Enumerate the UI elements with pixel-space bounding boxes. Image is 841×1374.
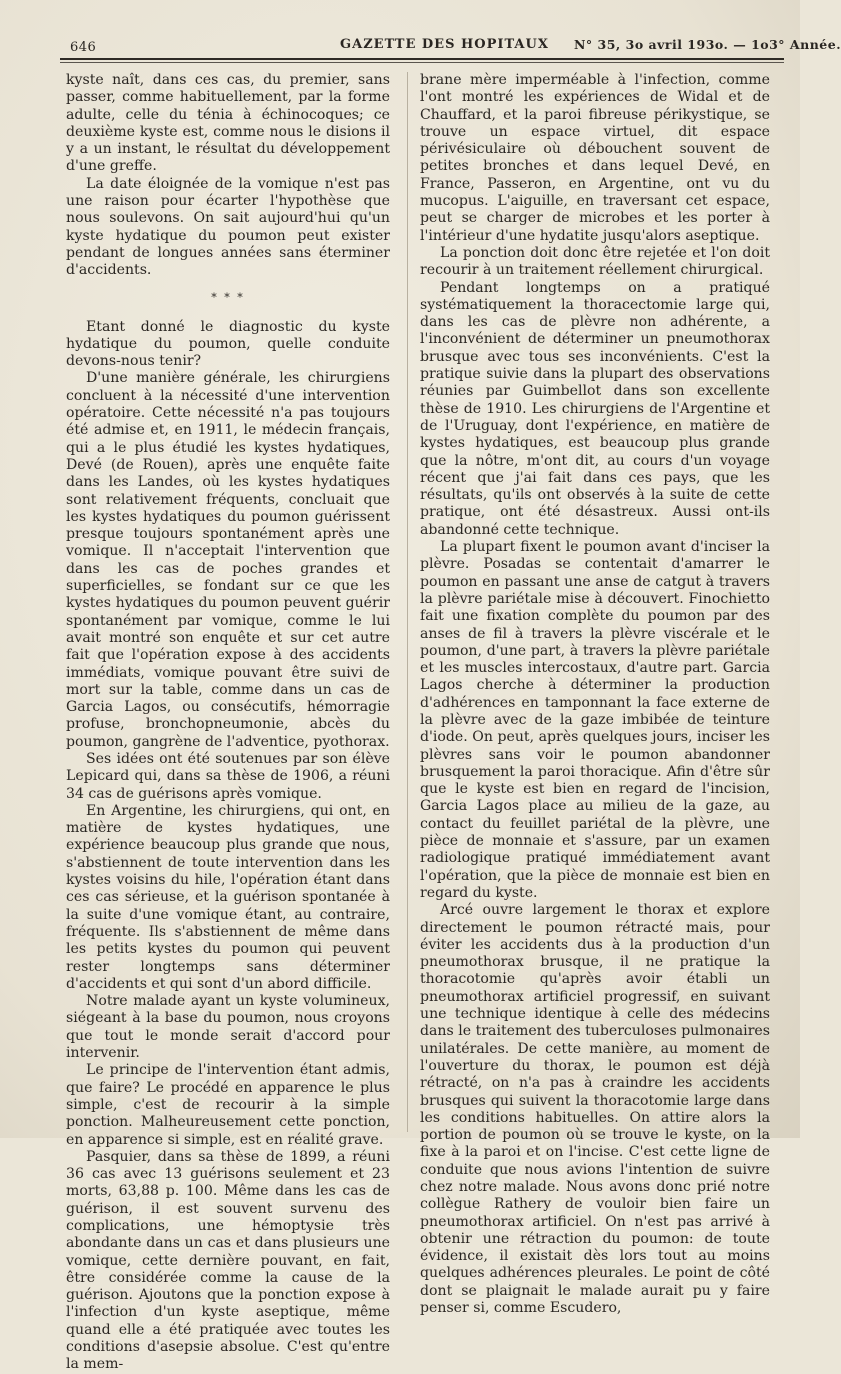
paragraph: kyste naît, dans ces cas, du premier, sans passer, comme habituellement, par la forme adulte, celle du ténia à échinocoques; ce deuxième kyste est, comme nous le disions il y a un instant, le résultat du développement d'une greffe.	[66, 72, 390, 175]
paragraph: Notre malade ayant un kyste volumineux, siégeant à la base du poumon, nous croyons que tout le monde serait d'accord pour intervenir.	[66, 993, 390, 1062]
header-rule-thin	[60, 62, 784, 63]
page-header	[62, 34, 841, 56]
paragraph: Etant donné le diagnostic du kyste hydatique du poumon, quelle conduite devons-nous tenir?	[66, 318, 390, 370]
paragraph: Arcé ouvre largement le thorax et explore directement le poumon rétracté mais, pour éviter les accidents dus à la production d'un pneumothorax brusque, il ne pratique la thoracotomie qu'après avoir établi un pneumothorax artificiel progressif, en suivant une technique identique à celle des médecins dans le traitement des tuberculoses pulmonaires unilatérales. De cette manière, au moment de l'ouverture du thorax, le poumon est déjà rétracté, on n'a pas à craindre les accidents brusques qui suivent la thoracotomie large dans les conditions habituelles. On attire alors la portion de poumon où se trouve le kyste, on la fixe à la paroi et on l'incise. C'est cette ligne de conduite que nous avions l'intention de suivre chez notre malade. Nous avons donc prié notre collègue Rathery de vouloir bien faire un pneumothorax artificiel. On n'est pas arrivé à obtenir une rétraction du poumon: de toute évidence, il existait dès lors tout au moins quelques adhérences pleurales. Le point de côté dont se plaignait le malade aurait pu y faire penser si, comme Escudero,	[420, 902, 770, 1317]
journal-title: GAZETTE DES HOPITAUX	[340, 37, 549, 52]
column-divider	[407, 72, 408, 1132]
paragraph: D'une manière générale, les chirurgiens concluent à la nécessité d'une intervention opératoire. Cette nécessité n'a pas toujours été admise et, en 1911, le médecin français, qui a le plus étudié les kystes hydatiques, Devé (de Rouen), après une enquête faite dans les Landes, où les kystes hydatiques sont relativement fréquents, concluait que les kystes hydatiques du poumon guérissent presque toujours spontanément après une vomique. Il n'acceptait l'intervention que dans les cas de poches grandes et superficielles, se fondant sur ce que les kystes hydatiques du poumon peuvent guérir spontanément par vomique, comme le lui avait montré son enquête et sur cet autre fait que l'opération expose à des accidents immédiats, vomique pouvant être suivi de mort sur la table, comme dans un cas de Garcia Lagos, ou consécutifs, hémorragie profuse, bronchopneumonie, abcès du poumon, gangrène de l'adventice, pyothorax.	[66, 370, 390, 750]
page-number: 646	[70, 40, 97, 55]
paragraph: Pendant longtemps on a pratiqué systématiquement la thoracectomie large qui, dans les cas de plèvre non adhérente, a l'inconvénient de déterminer un pneumothorax brusque avec tous ses inconvénients. C'est la pratique suivie dans la plupart des observations réunies par Guimbellot dans son excellente thèse de 1910. Les chirurgiens de l'Argentine et de l'Uruguay, dont l'expérience, en matière de kystes hydatiques, est beaucoup plus grande que la nôtre, m'ont dit, au cours d'un voyage récent que j'ai fait dans ces pays, que les résultats, qu'ils ont observés à la suite de cette pratique, ont été désastreux. Aussi ont-ils abandonné cette technique.	[420, 279, 770, 538]
paragraph: Le principe de l'intervention étant admis, que faire? Le procédé en apparence le plus simple, c'est de recourir à la simple ponction. Malheureusement cette ponction, en apparence si simple, est en réalité grave.	[66, 1062, 390, 1148]
left-column	[66, 72, 390, 1373]
paragraph: Pasquier, dans sa thèse de 1899, a réuni 36 cas avec 13 guérisons seulement et 23 morts, 63,88 p. 100. Même dans les cas de guérison, il est souvent survenu des complications, une hémoptysie très abondante dans un cas et dans plusieurs une vomique, cette dernière pouvant, en fait, être considérée comme la cause de la guérison. Ajoutons que la ponction expose à l'infection d'un kyste aseptique, même quand elle a été pratiquée avec toutes les conditions d'asepsie absolue. C'est qu'entre la mem-	[66, 1148, 390, 1373]
issue-info: N° 35, 3o avril 193o. — 1o3° Année.	[574, 37, 841, 52]
paragraph: brane mère imperméable à l'infection, comme l'ont montré les expériences de Widal et de Chauffard, et la paroi fibreuse périkystique, se trouve un espace virtuel, dit espace périvésiculaire où débouchent souvent de petites bronches et dans lequel Devé, en France, Passeron, en Argentine, ont vu du mucopus. L'aiguille, en traversant cet espace, peut se charger de microbes et les porter à l'intérieur d'une hydatite jusqu'alors aseptique.	[420, 72, 770, 244]
paragraph: La ponction doit donc être rejetée et l'on doit recourir à un traitement réellement chirurgical.	[420, 244, 770, 279]
paragraph: Ses idées ont été soutenues par son élève Lepicard qui, dans sa thèse de 1906, a réuni 34 cas de guérisons après vomique.	[66, 750, 390, 802]
section-separator: * * *	[211, 290, 245, 304]
header-rule	[60, 58, 784, 60]
paragraph: La plupart fixent le poumon avant d'inciser la plèvre. Posadas se contentait d'amarrer le poumon en passant une anse de catgut à travers la plèvre pariétale mise à découvert. Finochietto fait une fixation complète du poumon par des anses de fil à travers la plèvre viscérale et le poumon, d'une part, à travers la plèvre pariétale et les muscles intercostaux, d'autre part. Garcia Lagos cherche à déterminer la production d'adhérences en tamponnant la face externe de la plèvre avec de la gaze imbibée de teinture d'iode. On peut, après quelques jours, inciser les plèvres sans voir le poumon abandonner brusquement la paroi thoracique. Afin d'être sûr que le kyste est bien en regard de l'incision, Garcia Lagos place au milieu de la gaze, au contact du feuillet pariétal de la plèvre, une pièce de monnaie et s'assure, par un examen radiologique pratiqué immédiatement avant l'opération, que la pièce de monnaie est bien en regard du kyste.	[420, 539, 770, 901]
right-column	[420, 72, 770, 1317]
paragraph: En Argentine, les chirurgiens, qui ont, en matière de kystes hydatiques, une expérience beaucoup plus grande que nous, s'abstiennent de toute intervention dans les kystes voisins du hile, l'opération étant dans ces cas sérieuse, et la guérison spontanée à la suite d'une vomique étant, au contraire, fréquente. Ils s'abstiennent de même dans les petits kystes du poumon qui peuvent rester longtemps sans déterminer d'accidents et qui sont d'un abord difficile.	[66, 802, 390, 992]
paragraph: La date éloignée de la vomique n'est pas une raison pour écarter l'hypothèse que nous soulevons. On sait aujourd'hui qu'un kyste hydatique du poumon peut exister pendant de longues années sans éterminer d'accidents.	[66, 175, 390, 279]
